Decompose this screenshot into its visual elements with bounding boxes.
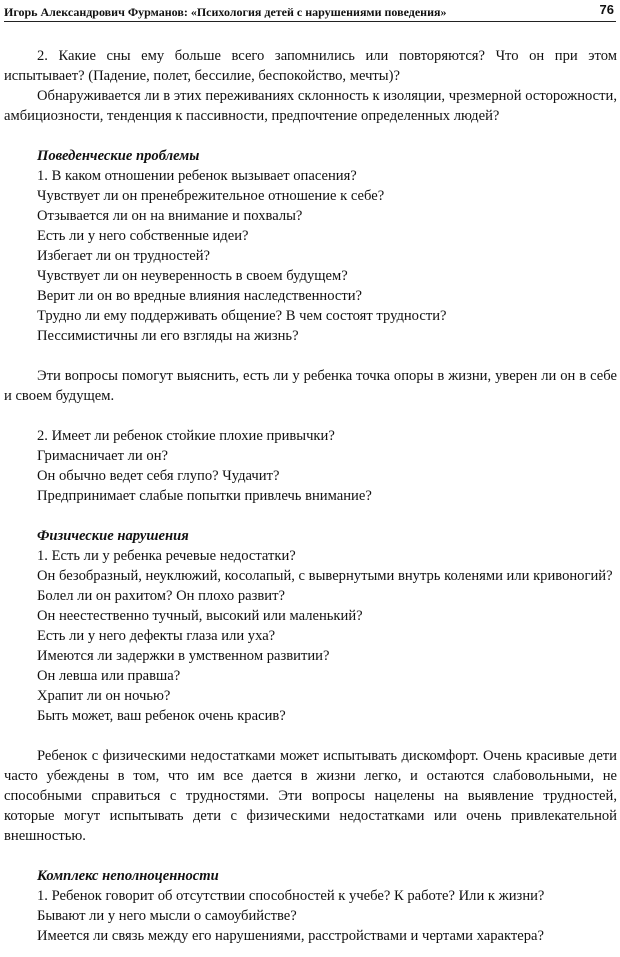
- list-item: Трудно ли ему поддерживать общение? В чем состоят трудности?: [37, 308, 447, 324]
- list-item: Отзывается ли он на внимание и похвалы?: [37, 208, 303, 224]
- list-item: Предпринимает слабые попытки привлечь внимание?: [37, 488, 372, 504]
- page-header: [4, 2, 616, 22]
- running-header-title: Игорь Александрович Фурманов: «Психология детей с нарушениями поведения»: [4, 5, 447, 19]
- list-item: Имеются ли задержки в умственном развитии?: [37, 648, 330, 664]
- list-item: Он обычно ведет себя глупо? Чудачит?: [37, 468, 280, 484]
- section-title-inferiority-complex: Комплекс неполноценности: [37, 868, 219, 884]
- list-item: 1. Есть ли у ребенка речевые недостатки?: [37, 548, 296, 564]
- list-item: Есть ли у него собственные идеи?: [37, 228, 249, 244]
- list-item: Пессимистичны ли его взгляды на жизнь?: [37, 328, 299, 344]
- paragraph-behavior-summary: Эти вопросы помогут выяснить, есть ли у ребенка точка опоры в жизни, уверен ли он в себе и своем будущем.: [4, 368, 617, 404]
- list-item: Он левша или правша?: [37, 668, 181, 684]
- list-item: Избегает ли он трудностей?: [37, 248, 211, 264]
- list-item: 1. В каком отношении ребенок вызывает опасения?: [37, 168, 357, 184]
- list-item: Бывают ли у него мысли о самоубийстве?: [37, 908, 297, 924]
- list-item: Гримасничает ли он?: [37, 448, 168, 464]
- list-item: Быть может, ваш ребенок очень красив?: [37, 708, 286, 724]
- list-item: Чувствует ли он неуверенность в своем будущем?: [37, 268, 348, 284]
- paragraph-experiences-question: Обнаруживается ли в этих переживаниях склонность к изоляции, чрезмерной осторожности, амбициозности, тенденция к пассивности, предпочтение определенных людей?: [4, 88, 617, 124]
- list-item: Верит ли он во вредные влияния наследственности?: [37, 288, 363, 304]
- paragraph-physical-summary: Ребенок с физическими недостатками может испытывать дискомфорт. Очень красивые дети часто убеждены в том, что им все дается в жизни легко, и остаются слабовольными, не способными справиться с трудностями. Эти вопросы нацелены на выявление трудностей, которые могут испытывать дети с физическими недостатками или очень привлекательной внешностью.: [4, 748, 617, 844]
- list-item: Есть ли у него дефекты глаза или уха?: [37, 628, 276, 644]
- list-item: Имеется ли связь между его нарушениями, расстройствами и чертами характера?: [37, 928, 544, 944]
- paragraph-dreams-question: 2. Какие сны ему больше всего запомнились или повторяются? Что он при этом испытывает? (Падение, полет, бессилие, беспокойство, мечты)?: [4, 48, 617, 84]
- list-item-long: Он безобразный, неуклюжий, косолапый, с вывернутыми внутрь коленями или кривоногий?: [37, 568, 613, 584]
- list-item: 1. Ребенок говорит об отсутствии способностей к учебе? К работе? Или к жизни?: [37, 888, 545, 904]
- document-body: [4, 46, 617, 946]
- list-item: Храпит ли он ночью?: [37, 688, 171, 704]
- list-item: Он неестественно тучный, высокий или маленький?: [37, 608, 363, 624]
- section-title-physical-disorders: Физические нарушения: [37, 528, 189, 544]
- list-item: Чувствует ли он пренебрежительное отношение к себе?: [37, 188, 385, 204]
- list-item: Болел ли он рахитом? Он плохо развит?: [37, 588, 285, 604]
- section-title-behavioral-problems: Поведенческие проблемы: [37, 148, 200, 164]
- header-divider: [4, 21, 616, 22]
- page-number: 76: [599, 2, 614, 17]
- list-item: 2. Имеет ли ребенок стойкие плохие привычки?: [37, 428, 335, 444]
